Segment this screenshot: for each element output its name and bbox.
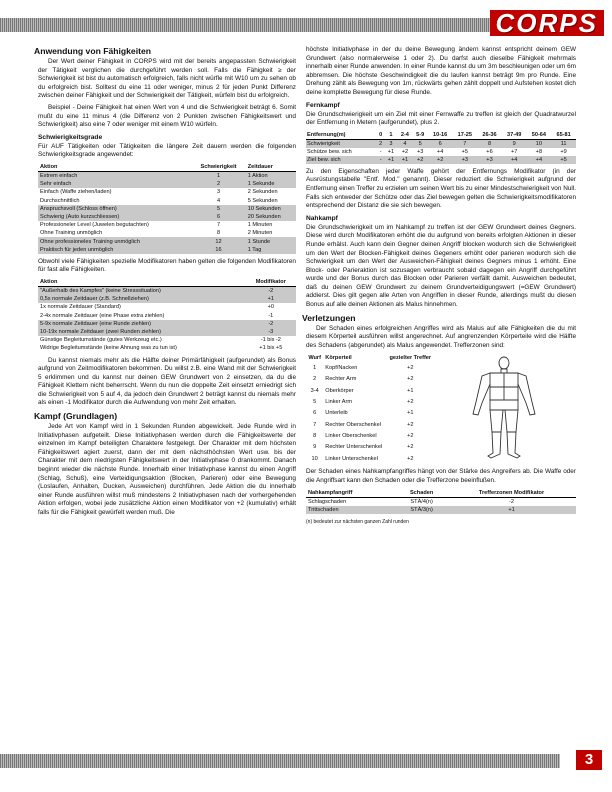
paragraph: Die Grundschwierigkeit um ein Ziel mit einer Fernwaffe zu treffen ist gleich der Quadratwurzel der Entfernung in Metern (aufgerundet), plus 2. [306,110,576,127]
table-cell: +1 [407,387,414,394]
table-cell: Schwierigkeit [306,139,377,148]
table-row [38,221,296,229]
paragraph: Zu den Eigenschaften jeder Waffe gehört der Entfernungs Modifikator (in der Ausrüstungstabelle "Entf. Mod." genannt). Dieser reduziert die Schwierigkeit aufgrund der Entfernung einen Treffer zu erzielen um seinen Wert bis zu einer Mindestschwierigkeit von Null. Falls sich entweder der Schütze oder das Ziel bewegen gelten die Schwierigkeitsmodifikatoren entsprechend der Distanz die sie sich bewegen. [306,167,576,210]
table-cell: +4 [527,156,552,164]
table-cell: +5 [551,156,576,164]
table-header: Schwierigkeit [191,163,245,172]
table-row [38,237,296,245]
table-header: gezielter Treffer [389,355,432,362]
head-zone [499,357,509,369]
table-row [38,213,296,221]
table-cell: +1 [246,295,296,303]
table-header: Wurf [308,355,321,362]
table-cell: 5 [191,205,245,213]
table-header: 65-81 [551,131,576,140]
table-cell: +3 [452,156,477,164]
modifier-table [38,278,296,353]
table-row [38,229,296,237]
table-cell: 7 [216,222,221,229]
table-cell: Extrem einfach [38,171,191,180]
right-shin-zone [488,432,501,458]
table-cell: Durchschnittlich [40,197,80,204]
table-cell: 1 Sekunde [246,180,296,188]
table-cell: 4 [216,197,221,204]
left-column [34,46,296,521]
table-cell: 1 Stunde [246,237,296,245]
table-cell: Sehr einfach [38,180,191,188]
table-header: 0 [377,131,385,140]
subheading-nahkampf: Nahkampf [306,214,338,222]
table-cell: Rechter Arm [325,376,357,383]
hit-zone-figure [306,354,576,464]
table-cell: 9 [502,139,527,148]
table-row [38,171,296,180]
right-thigh-zone [490,410,503,432]
right-column [302,46,576,527]
table-cell: 6 [191,213,245,221]
table-row [306,139,576,148]
table-header: Schaden [396,489,447,498]
subheading-fernkampf: Fernkampf [306,101,340,109]
table-cell: Linker Unterschenkel [325,455,378,462]
subheading-schwierigkeitsgrade: Schwierigkeitsgrade [38,133,103,141]
table-cell: +2 [407,376,414,383]
section-heading-kampf: Kampf (Grundlagen) [34,411,118,422]
table-cell: +3 [416,148,424,155]
table-row [38,295,296,303]
left-arm-zone [518,373,535,415]
table-cell: 2 Minuten [247,230,273,237]
table-header: Entfernung(m) [306,131,377,140]
table-header: Körperteil [325,355,352,362]
table-header: Aktion [38,163,191,172]
table-cell: Trittschaden [306,506,396,514]
difficulty-table [38,163,296,254]
table-row [38,303,296,311]
table-cell: 6 [428,139,453,148]
body-silhouette-illustration [438,354,570,464]
table-cell: 5 [413,139,428,148]
table-cell: 1 Tag [246,246,296,254]
table-cell: -1 [268,312,274,319]
paragraph: Du kannst niemals mehr als die Hälfte deiner Primärfähigkeit (aufgerundet) als Bonus aufgrund von Zeitmodifikatoren bekommen. Du willst z.B. eine Wand mit der Schwierigkeit 5 erklimmen und du kannst nur deinen GEW Grundwert von 2 einsetzen, da du die Fähigkeit Klettern nicht beherrscht. Wenn du nun die doppelte Zeit einsetzt erniedrigt sich die Schwierigkeit von 5 auf 4, da jedoch dein Grundwert 2 beträgt kannst du niemals mehr als einen -1 Modifikator durch die Aufwendung von mehr Zeit erhalten. [38,356,296,407]
table-cell: Kopf/Nacken [325,365,358,372]
table-cell: +4 [502,156,527,164]
table-cell: STÄ/3(n) [396,506,447,514]
table-cell: +1 [407,410,414,417]
section-heading-verletzungen: Verletzungen [302,312,356,323]
table-header: Nahkampfangriff [306,489,396,498]
table-row [306,148,576,156]
table-header: 5-9 [413,131,428,140]
footer-bar [0,754,560,768]
paragraph: Der Schaden eines erfolgreichen Angriffes wird als Malus auf alle Fähigkeiten die du mit diesem Körperteil ausführen willst angerechnet. Auf angrenzenden Körperteile wird die Hälfte des Schadens (abgerundet) als Malus angewendet. Trefferzonen sind: [306,324,576,349]
table-cell: +2 [407,399,414,406]
table-cell: +2 [413,156,428,164]
table-row [38,205,296,213]
table-cell: 11 [551,139,576,148]
table-cell: -2 [246,287,296,296]
table-cell: 10 [527,139,552,148]
table-cell: +2 [407,444,414,451]
table-cell: -2 [509,498,515,505]
table-cell: +0 [267,304,274,311]
table-cell: 4 [397,139,412,148]
table-row [306,385,434,396]
table-cell: Ziel bew. sich [306,156,377,164]
table-cell: 2 [377,139,385,148]
left-thigh-zone [505,410,518,432]
table-cell: 3 [385,139,398,148]
table-row [38,197,296,205]
range-table [306,131,576,164]
table-cell: Anspruchsvoll (Schloss öffnen) [38,205,191,213]
table-cell: 2 [313,376,317,383]
neck-zone [501,369,507,373]
table-cell: -1 bis -2 [260,337,281,344]
table-row [306,506,576,514]
table-row [38,336,296,344]
page-number: 3 [576,750,602,770]
left-shin-zone [507,432,520,458]
table-header: 17-25 [452,131,477,140]
table-cell: Linker Arm [325,399,353,406]
table-cell: Linker Oberschenkel [325,433,377,440]
paragraph: Obwohl viele Fähigkeiten spezielle Modifikatoren haben gelten die folgenden Modifikatoren für fast alle Fähigkeiten. [38,257,296,274]
table-cell: +2 [407,365,414,372]
abdomen-zone [490,400,518,410]
table-cell: +2 [428,156,453,164]
table-cell: Einfach (Waffe ziehen/laden) [40,189,112,196]
table-cell: 20 Sekunden [246,213,296,221]
table-cell: Rechter Oberschenkel [325,421,381,428]
table-header: 10-16 [428,131,453,140]
table-cell: +1 [385,156,398,164]
table-row [306,497,576,506]
table-cell: 3 [216,189,221,196]
table-cell: Widrige Begleitumstände (keine Ahnung was zu tun ist) [40,345,177,352]
table-row [306,408,434,419]
table-row [306,362,434,373]
table-row [38,180,296,188]
table-cell: +5 [461,148,468,155]
table-cell: Praktisch für jeden unmöglich [38,246,191,254]
table-cell: 12 [191,237,245,245]
table-cell: +1 [447,506,576,514]
table-cell: "Außerhalb des Kampfes" (keine Stresssituation) [38,287,246,296]
paragraph: Die Grundschwierigkeit um im Nahkampf zu treffen ist der GEW Grundwert deines Gegners. Diese wird durch Modifikatoren erhöht die du aufgrund von bereits erfolgten Aktionen in dieser Runde erhälst. Auch kann dein Gegner deinen Angriff blocken wodurch sich die Schwierigkeit um den Wert der Blocken-Fähigkeit deines Gegeners erhöht oder parieren wodurch sich die Schwierigkeit um den Wert der Ausweichen-Fähigkeit deines Gegners minus 1 erhöht. Eine Block- oder Parieraktion ist sozusagen verbraucht sobald dagegen ein Angriff durchgeführt wurde und der Bonus durch das Blocken oder Parieren verfällt damit. Ausweichen bedeutet, daß du deinen GEW Grundwert zu deinem Grundverteidigungswert (=GEW Grundwert) addierst. Dies gilt gegen alle Arten von Angriffen in dieser Runde, allerdings mußt du diesen Bonus auf alle deinen Aktionen als Malus hinnehmen. [306,223,576,309]
table-header: 26-36 [477,131,502,140]
table-cell: 6 [313,410,317,417]
table-cell: - [377,156,385,164]
table-header: 50-64 [527,131,552,140]
table-cell: 0,5x normale Zeitdauer (z.B. Schnellziehen) [38,295,246,303]
table-cell: +7 [510,148,518,155]
table-cell: +4 [436,148,444,155]
table-cell: Ohne professioneles Training unmöglich [38,237,191,245]
paragraph: höchste Initiativphase in der du deine Bewegung ändern kannst entspricht deinem GEW Grundwert (also normalerweise 1 oder 2). Du darfst auch dieselbe Fähigkeit mehrmals innerhalb einer Runde anwenden. In einer Runde kannst du um 3m beschleunigen oder um 6m abbremsen. Die höchste Geschwindigkeit die du laufen kannst beträgt 9m pro Runde. Eine Drehung zählt als Bewegung von 1m, rückwärts gehen zählt doppelt und Aufstehen kostet dich deine komplette Bewegung für diese Runde. [306,46,576,96]
table-cell: 8 [313,433,317,440]
table-row [38,188,296,196]
table-cell: +1 [387,148,395,155]
table-header: Zeitdauer [246,163,296,172]
table-cell: -3 [246,328,296,336]
table-cell: 8 [216,230,221,237]
table-cell: +2 [401,148,409,155]
table-cell: 1x normale Zeitdauer (Standard) [40,304,121,311]
table-row [306,156,576,164]
section-heading-faehigkeiten: Anwendung von Fähigkeiten [34,46,151,56]
table-cell: +2 [407,421,414,428]
table-cell: 2 [191,180,245,188]
table-cell: 10 [311,455,318,462]
table-cell: +1 bis +5 [259,345,283,352]
paragraph: Beispiel - Deine Fähigkeit hat einen Wert von 4 und die Schwierigkeit beträgt 6. Somit mußt du eine 11 minus 4 (die Differenz von 2 Punkten zwischen Fähigkeitswert und Schwierigkeit) also eine 7 oder weniger mit einem W10 würfeln. [38,103,296,129]
table-cell: -2 [246,320,296,328]
table-header: 2-4 [397,131,412,140]
table-row [38,328,296,336]
table-cell: Unterleib [325,410,348,417]
table-cell: Schlagschaden [308,498,347,505]
table-cell: +6 [486,148,493,155]
table-cell: 7 [452,139,477,148]
table-cell: 2-4x normale Zeitdauer (eine Phase extra ziehlen) [40,312,165,319]
table-row [38,287,296,296]
table-cell: 5-9x normale Zeitdauer (eine Runde ziehlen) [38,320,246,328]
footnote: (n) bedeutet zur nächsten ganzen Zahl runden [306,519,409,525]
table-row [306,374,434,385]
table-cell: STÄ/4(n) [410,498,433,505]
table-header: 1 [385,131,398,140]
paragraph: Für AUF Tätigkeiten oder Tätigkeiten die längere Zeit dauern werden die folgenden Schwierigkeitsgrade angewendet: [38,142,296,159]
table-cell: Günstige Begleitumstände (gutes Werkzeug etc.) [40,337,162,344]
table-cell: 3-4 [310,387,319,394]
table-row [38,320,296,328]
melee-damage-table [306,489,576,514]
table-cell: Ohne Training unmöglich [40,230,103,237]
table-cell: 1 Minuten [247,222,273,229]
table-cell: 5 Sekunden [247,197,278,204]
table-cell: 16 [191,246,245,254]
table-row [306,430,434,441]
table-row [38,344,296,352]
paragraph: Der Schaden eines Nahkampfangriffes hängt von der Stärke des Angreifers ab. Die Waffe oder die Angriffsart kann den Schaden oder die Trefferzone beeinflußen. [306,468,576,485]
table-cell: 9 [313,444,317,451]
hit-zone-table [306,354,434,464]
table-cell: 7 [313,421,317,428]
table-cell: 8 [477,139,502,148]
table-cell: +8 [535,148,543,155]
table-cell: Oberkörper [325,387,354,394]
table-cell: - [379,148,382,155]
table-cell: 5 [313,399,317,406]
table-cell: 1 [313,365,317,372]
header-bar [0,18,542,32]
paragraph: Der Wert deiner Fähigkeit in CORPS wird mit der bereits angepassten Schwierigkeit der Tätigkeit verglichen die durchgeführt werden soll. Falls die Fähigkeit ≥ der Schwierigkeit ist bist du automatisch erfolgreich, falls nicht würfle mit W10 um zu sehen ob du erfolgreich bist. Solltest du eine 11 oder weniger, minus 2 für jeden Punkt Differenz zwischen deiner Fähigkeit und der Schwierigkeit der Tätigkeit, würfeln bist du erfolgreich. [38,58,296,100]
table-cell: +2 [407,433,414,440]
table-cell: Schwierig (Auto kurzschliessen) [38,213,191,221]
table-header: Modifikator [246,278,296,287]
table-row [306,453,434,464]
table-row [306,396,434,407]
table-cell: 10-19x normale Zeitdauer (zwei Runden ziehlen) [38,328,246,336]
table-cell: +9 [560,148,567,155]
table-cell: 10 Sekunden [246,205,296,213]
table-row [38,312,296,320]
table-header: 37-49 [502,131,527,140]
table-row [306,442,434,453]
table-cell: 2 Sekunden [247,189,278,196]
table-cell: +3 [477,156,502,164]
table-header: Aktion [38,278,246,287]
table-cell: 1 [191,171,245,180]
table-cell: Schütze bew. sich [307,148,352,155]
right-arm-zone [473,373,490,415]
table-cell: +1 [397,156,412,164]
corps-logo: CORPS [490,10,604,36]
table-cell: Rechter Unterschenkel [325,444,383,451]
table-header: Trefferzonen Modifikator [447,489,576,498]
table-cell: +2 [407,455,414,462]
paragraph: Jede Art von Kampf wird in 1 Sekunden Runden abgewickelt. Jede Runde wird in Initiativphasen aufgeteilt. Diese Initiativphasen werden durch die Fähigkeitswerte der einzelnen im Kampf beteiligten Charaktere festgelegt. Der Charakter mit dem höchsten Fähigkeitswert agiert zuerst, dann der mit dem nächsthöchsten Wert usw. bis der Charakter mit dem niedrigsten Fähigkeitswert in der Initiativphase 0 drankommt. Danach beginnt wieder die nächste Runde. Innerhalb einer Initiativphase kannst du einen Angriff (Schlag, Schuß), eine Verteidigungsaktion (Blocken, Parieren) oder eine Bewegung (Loslaufen, Anhalten, Ducken, Ausweichen) durchführen. Jede Aktion die du innerhalb einer Runde ausführen willst muß mindestens 2 Initiativphasen nach der vorhergehenden Aktion erfolgen, wobei jede zusätzliche Aktion einen Modifikator von +2 (kumulativ) erhält falls für die Fähigkeit gewürfelt werden muß. Die [38,423,296,516]
table-row [306,419,434,430]
table-cell: 1 Aktion [246,171,296,180]
table-cell: Professioneler Level (Juwelen begutachten) [40,222,149,229]
table-row [38,246,296,254]
